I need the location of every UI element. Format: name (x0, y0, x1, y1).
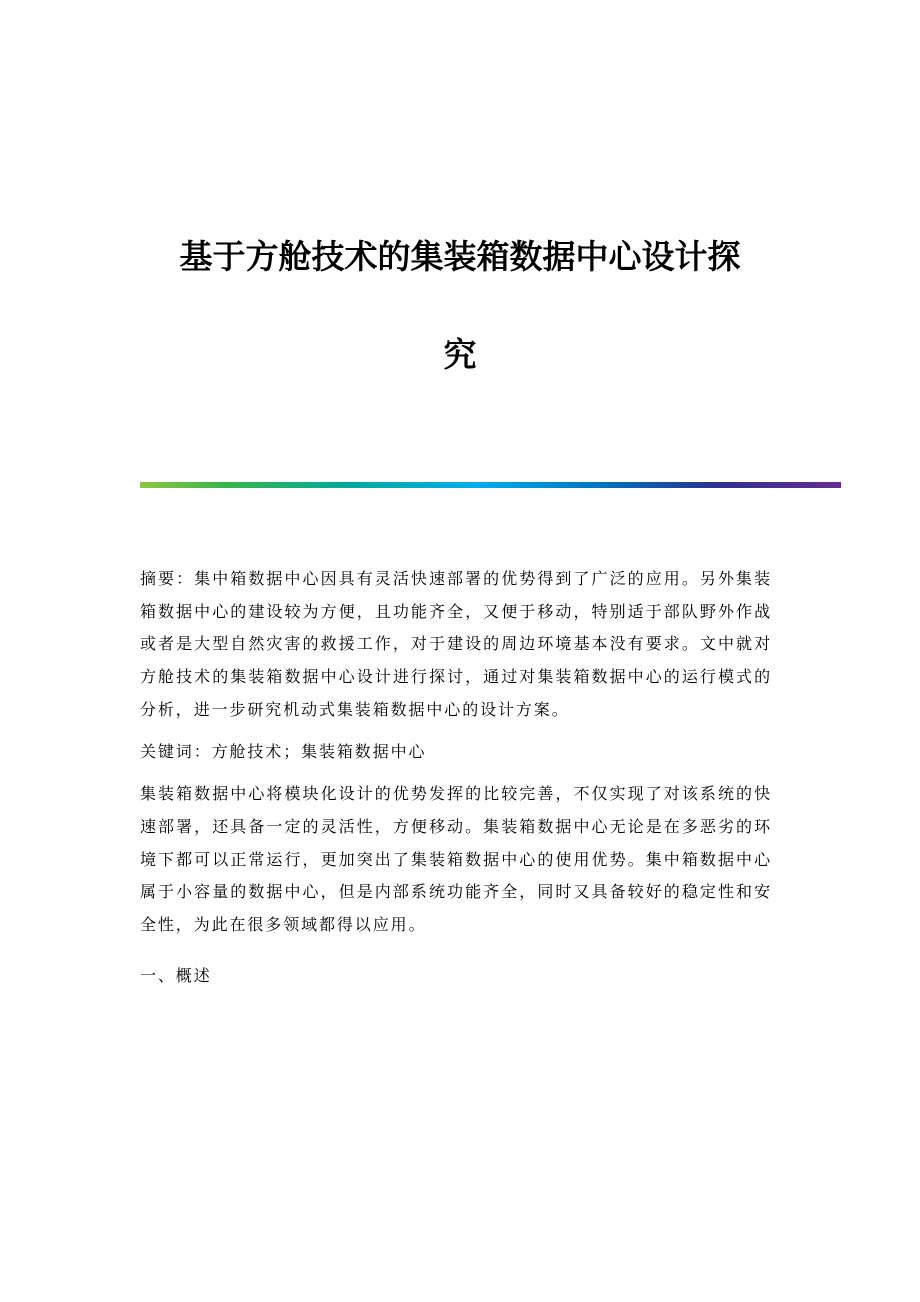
section-heading-overview: 一、概述 (140, 965, 212, 985)
intro-paragraph: 集装箱数据中心将模块化设计的优势发挥的比较完善，不仅实现了对该系统的快速部署，还具备一定的灵活性，方便移动。集装箱数据中心无论是在多恶劣的环境下都可以正常运行，更加突出了集装箱数据中心的使用优势。集中箱数据中心属于小容量的数据中心，但是内部系统功能齐全，同时又具备较好的稳定性和安全性，为此在很多领域都得以应用。 (140, 784, 772, 935)
paper-title-line-2: 究 (443, 335, 477, 374)
paper-body (140, 563, 772, 1001)
title-divider (140, 482, 841, 488)
abstract-paragraph (140, 563, 772, 727)
paper-title-line-1: 基于方舱技术的集装箱数据中心设计探 (179, 237, 741, 276)
abstract-label: 摘要： (140, 569, 195, 588)
paper-title (140, 208, 780, 404)
keywords-paragraph (140, 736, 772, 769)
keywords-label: 关键词： (140, 741, 212, 761)
abstract-text: 集中箱数据中心因具有灵活快速部署的优势得到了广泛的应用。另外集装箱数据中心的建设较为方便，且功能齐全，又便于移动，特别适于部队野外作战或者是大型自然灾害的救援工作，对于建设的周边环境基本没有要求。文中就对方舱技术的集装箱数据中心设计进行探讨，通过对集装箱数据中心的运行模式的分析，进一步研究机动式集装箱数据中心的设计方案。 (140, 569, 772, 719)
keywords-text: 方舱技术；集装箱数据中心 (211, 741, 427, 761)
